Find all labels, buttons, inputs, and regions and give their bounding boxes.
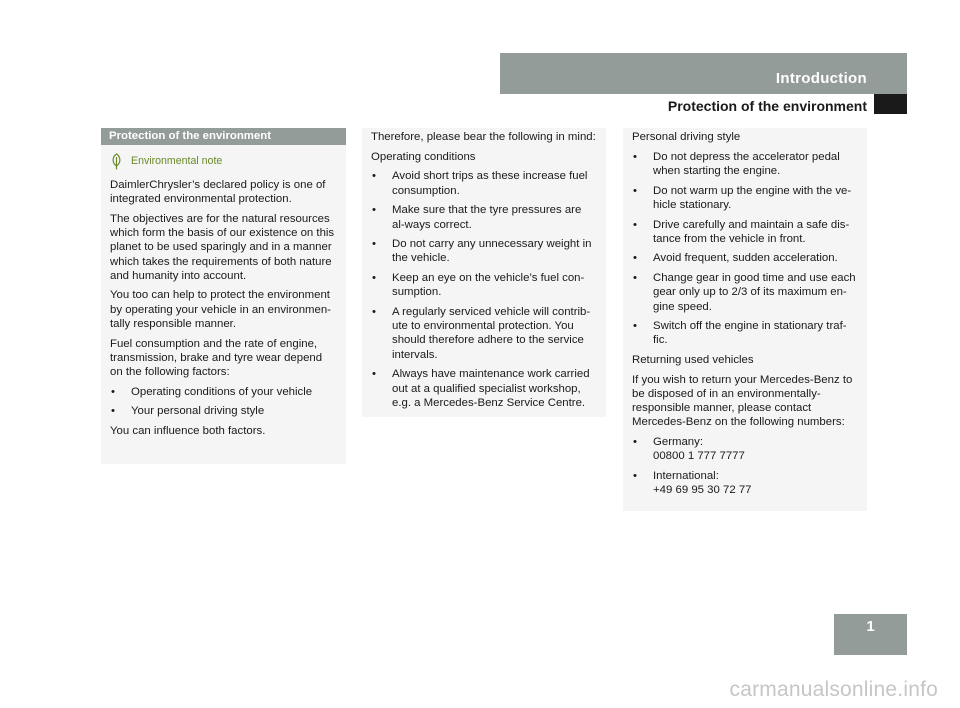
- contact-label: Germany:: [653, 436, 704, 449]
- list-item: • Operating conditions of your vehicle: [110, 385, 337, 399]
- paragraph: You too can help to protect the environment by operating your vehicle in an environmen-tally responsible manner.: [110, 289, 331, 330]
- subheading: Returning used vehicles: [632, 354, 754, 367]
- list-item: • Switch off the engine in stationary traf-fic.: [632, 319, 858, 347]
- list-item: • Keep an eye on the vehicle’s fuel con-sumption.: [371, 271, 597, 299]
- list-item: • Always have maintenance work carried out at a qualified specialist workshop, e.g. a Mercedes-Benz Service Centre.: [371, 367, 597, 410]
- list-item: • Drive carefully and maintain a safe dis-tance from the vehicle in front.: [632, 218, 858, 246]
- factor-list: [110, 385, 337, 419]
- chapter-title: Introduction: [775, 70, 867, 87]
- list-item: • A regularly serviced vehicle will contrib-ute to environmental protection. You should therefore adhere to the service intervals.: [371, 305, 597, 362]
- list-item: • Make sure that the tyre pressures are al-ways correct.: [371, 203, 597, 231]
- leaf-icon: [110, 153, 123, 170]
- column-driving-style: [623, 128, 867, 511]
- page-number-tab: 1: [834, 614, 907, 655]
- paragraph: Fuel consumption and the rate of engine, transmission, brake and tyre wear depend on the following factors:: [110, 337, 323, 378]
- column-operating-conditions: [362, 128, 606, 417]
- driving-style-list: [632, 150, 858, 348]
- subheading: Personal driving style: [632, 131, 741, 143]
- contact-international: [632, 469, 858, 497]
- closing-text: You can influence both factors.: [110, 425, 266, 438]
- paragraph: The objectives are for the natural resources which form the basis of our existence on this planet to be used sparingly and in a manner which takes the requirements of both nature and humanity into account.: [110, 212, 335, 282]
- list-item: • Change gear in good time and use each gear only up to 2/3 of its maximum en-gine speed.: [632, 271, 858, 314]
- note-title: Environmental note: [131, 155, 223, 168]
- list-item: • Avoid frequent, sudden acceleration.: [632, 251, 858, 265]
- list-item: • Your personal driving style: [110, 404, 337, 418]
- section-title: Protection of the environment: [667, 98, 867, 114]
- contact-germany: [632, 435, 858, 463]
- subheading: Operating conditions: [371, 150, 476, 163]
- environmental-note-header: [110, 153, 337, 170]
- intro-text: Therefore, please bear the following in mind:: [371, 131, 596, 143]
- operating-conditions-list: [371, 169, 597, 410]
- contact-number: 00800 1 777 7777: [653, 450, 745, 463]
- paragraph: DaimlerChrysler’s declared policy is one of integrated environmental protection.: [110, 179, 326, 206]
- watermark: carmanualsonline.info: [729, 678, 938, 701]
- column-heading: Protection of the environment: [101, 128, 346, 145]
- list-item: • Do not carry any unnecessary weight in the vehicle.: [371, 237, 597, 265]
- section-marker: [874, 94, 907, 114]
- list-item: • Do not warm up the engine with the ve-hicle stationary.: [632, 184, 858, 212]
- contact-list: [632, 435, 858, 497]
- contact-number: +49 69 95 30 72 77: [653, 484, 752, 497]
- return-text: If you wish to return your Mercedes-Benz to be disposed of in an environmentally-responsible manner, please contact Mercedes-Benz on the following numbers:: [632, 373, 853, 429]
- list-item: • Avoid short trips as these increase fuel consumption.: [371, 169, 597, 197]
- list-item: • Do not depress the accelerator pedal when starting the engine.: [632, 150, 858, 178]
- contact-label: International:: [653, 470, 719, 483]
- column-environment-intro: [101, 128, 346, 464]
